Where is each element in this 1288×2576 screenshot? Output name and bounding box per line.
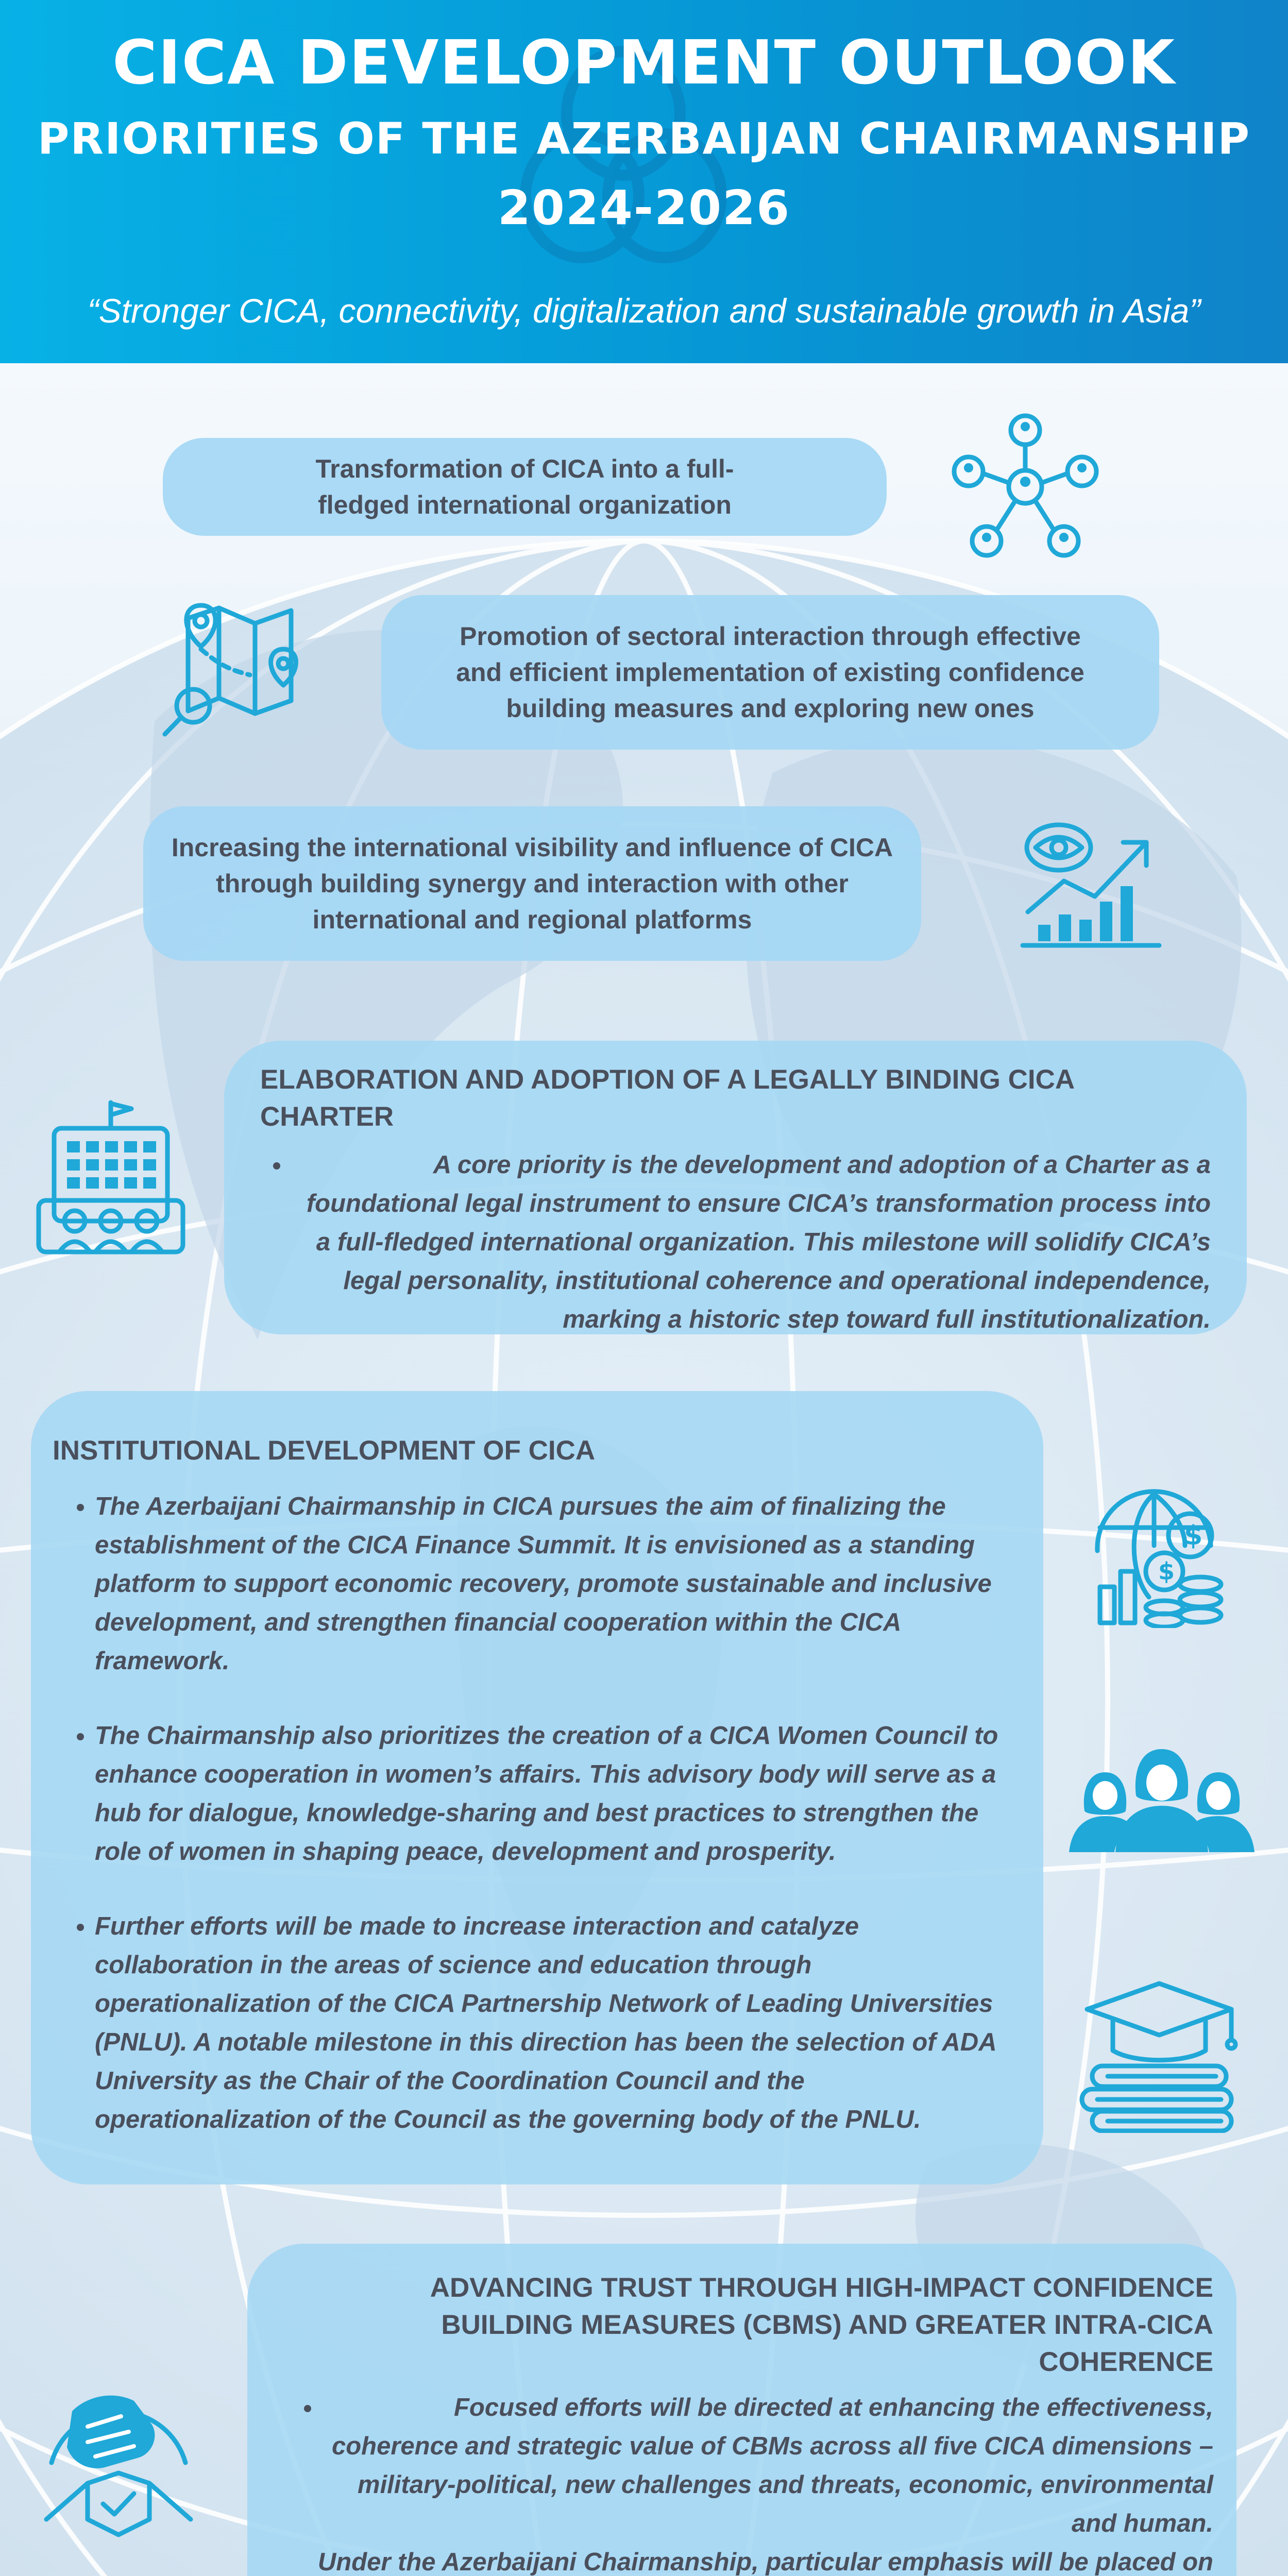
cbms-text-2: Under the Azerbaijani Chairmanship, particular emphasis will be placed on [317, 2548, 1213, 2576]
charter-title: ELABORATION AND ADOPTION OF A LEGALLY BINDING CICA CHARTER [260, 1064, 1074, 1132]
tagline: “Stronger CICA, connectivity, digitalization and sustainable growth in Asia” [87, 292, 1201, 330]
map-pins-icon [152, 587, 322, 737]
institution-building-icon [28, 1097, 193, 1257]
header-banner [0, 0, 1288, 363]
cbms-title: ADVANCING TRUST THROUGH HIGH-IMPACT CONFIDENCE BUILDING MEASURES (CBMS) AND GREATER INTRA-CICA COHERENCE [430, 2273, 1213, 2377]
priority-pill-transformation: Transformation of CICA into a full-fledged international organization [163, 438, 887, 536]
network-people-icon [943, 410, 1108, 564]
page-subtitle: PRIORITIES OF THE AZERBAIJAN CHAIRMANSHIP [37, 113, 1251, 164]
institutional-title: INSTITUTIONAL DEVELOPMENT OF CICA [53, 1435, 596, 1466]
svg-text:$: $ [1158, 1557, 1175, 1585]
handshake-shield-icon [31, 2365, 206, 2555]
priority-pill-visibility: Increasing the international visibility and influence of CICA through building synergy and interaction with other international and regional platforms [143, 806, 921, 961]
eye-growth-chart-icon [1018, 814, 1167, 953]
women-group-icon [1069, 1744, 1255, 1852]
cbms-text: • Focused efforts will be directed at enhancing the effectiveness, coherence and strategic value of CBMs across all five CICA dimensions – military-political, new challenges and threats, economic, environmental and human. [322, 2388, 1213, 2543]
years-label: 2024-2026 [497, 180, 791, 235]
globe-finance-icon [1087, 1484, 1226, 1628]
institutional-item-universities: • Further efforts will be made to increase interaction and catalyze collaboration in the areas of science and education through operationalization of the CICA Partnership Network of Leading Universities (PNLU). A notable milestone in this direction has been the selection of ADA University as the Chair of the Coordination Council and the operationalization of the Council as the governing body of the PNLU. [95, 1907, 1018, 2139]
institutional-card [31, 1391, 1043, 2184]
svg-text:$: $ [1184, 1520, 1203, 1551]
cbms-card [247, 2244, 1236, 2576]
institutional-item-women: • The Chairmanship also prioritizes the creation of a CICA Women Council to enhance cooperation in women’s affairs. This advisory body will serve as a hub for dialogue, knowledge-sharing and best practices to strengthen the role of women in shaping peace, development and prosperity. [95, 1717, 1018, 1871]
charter-card [224, 1041, 1247, 1334]
institutional-item-finance: • The Azerbaijani Chairmanship in CICA pursues the aim of finalizing the establishment of the CICA Finance Summit. It is envisioned as a standing platform to support economic recovery, promote sustainable and inclusive development, and strengthen financial cooperation within the CICA framework. [95, 1487, 1018, 1681]
priority-pill-sectoral: Promotion of sectoral interaction through effective and efficient implementation of existing confidence building measures and exploring new ones [381, 595, 1159, 750]
charter-text: • A core priority is the development and adoption of a Charter as a foundational legal instrument to ensure CICA’s transformation process into a full-fledged international organization. This milestone will solidify CICA’s legal personality, institutional coherence and operational independence, marking a historic step toward full institutionalization. [291, 1146, 1211, 1339]
page-title: CICA DEVELOPMENT OUTLOOK [112, 27, 1176, 98]
graduation-books-icon [1072, 1978, 1247, 2133]
